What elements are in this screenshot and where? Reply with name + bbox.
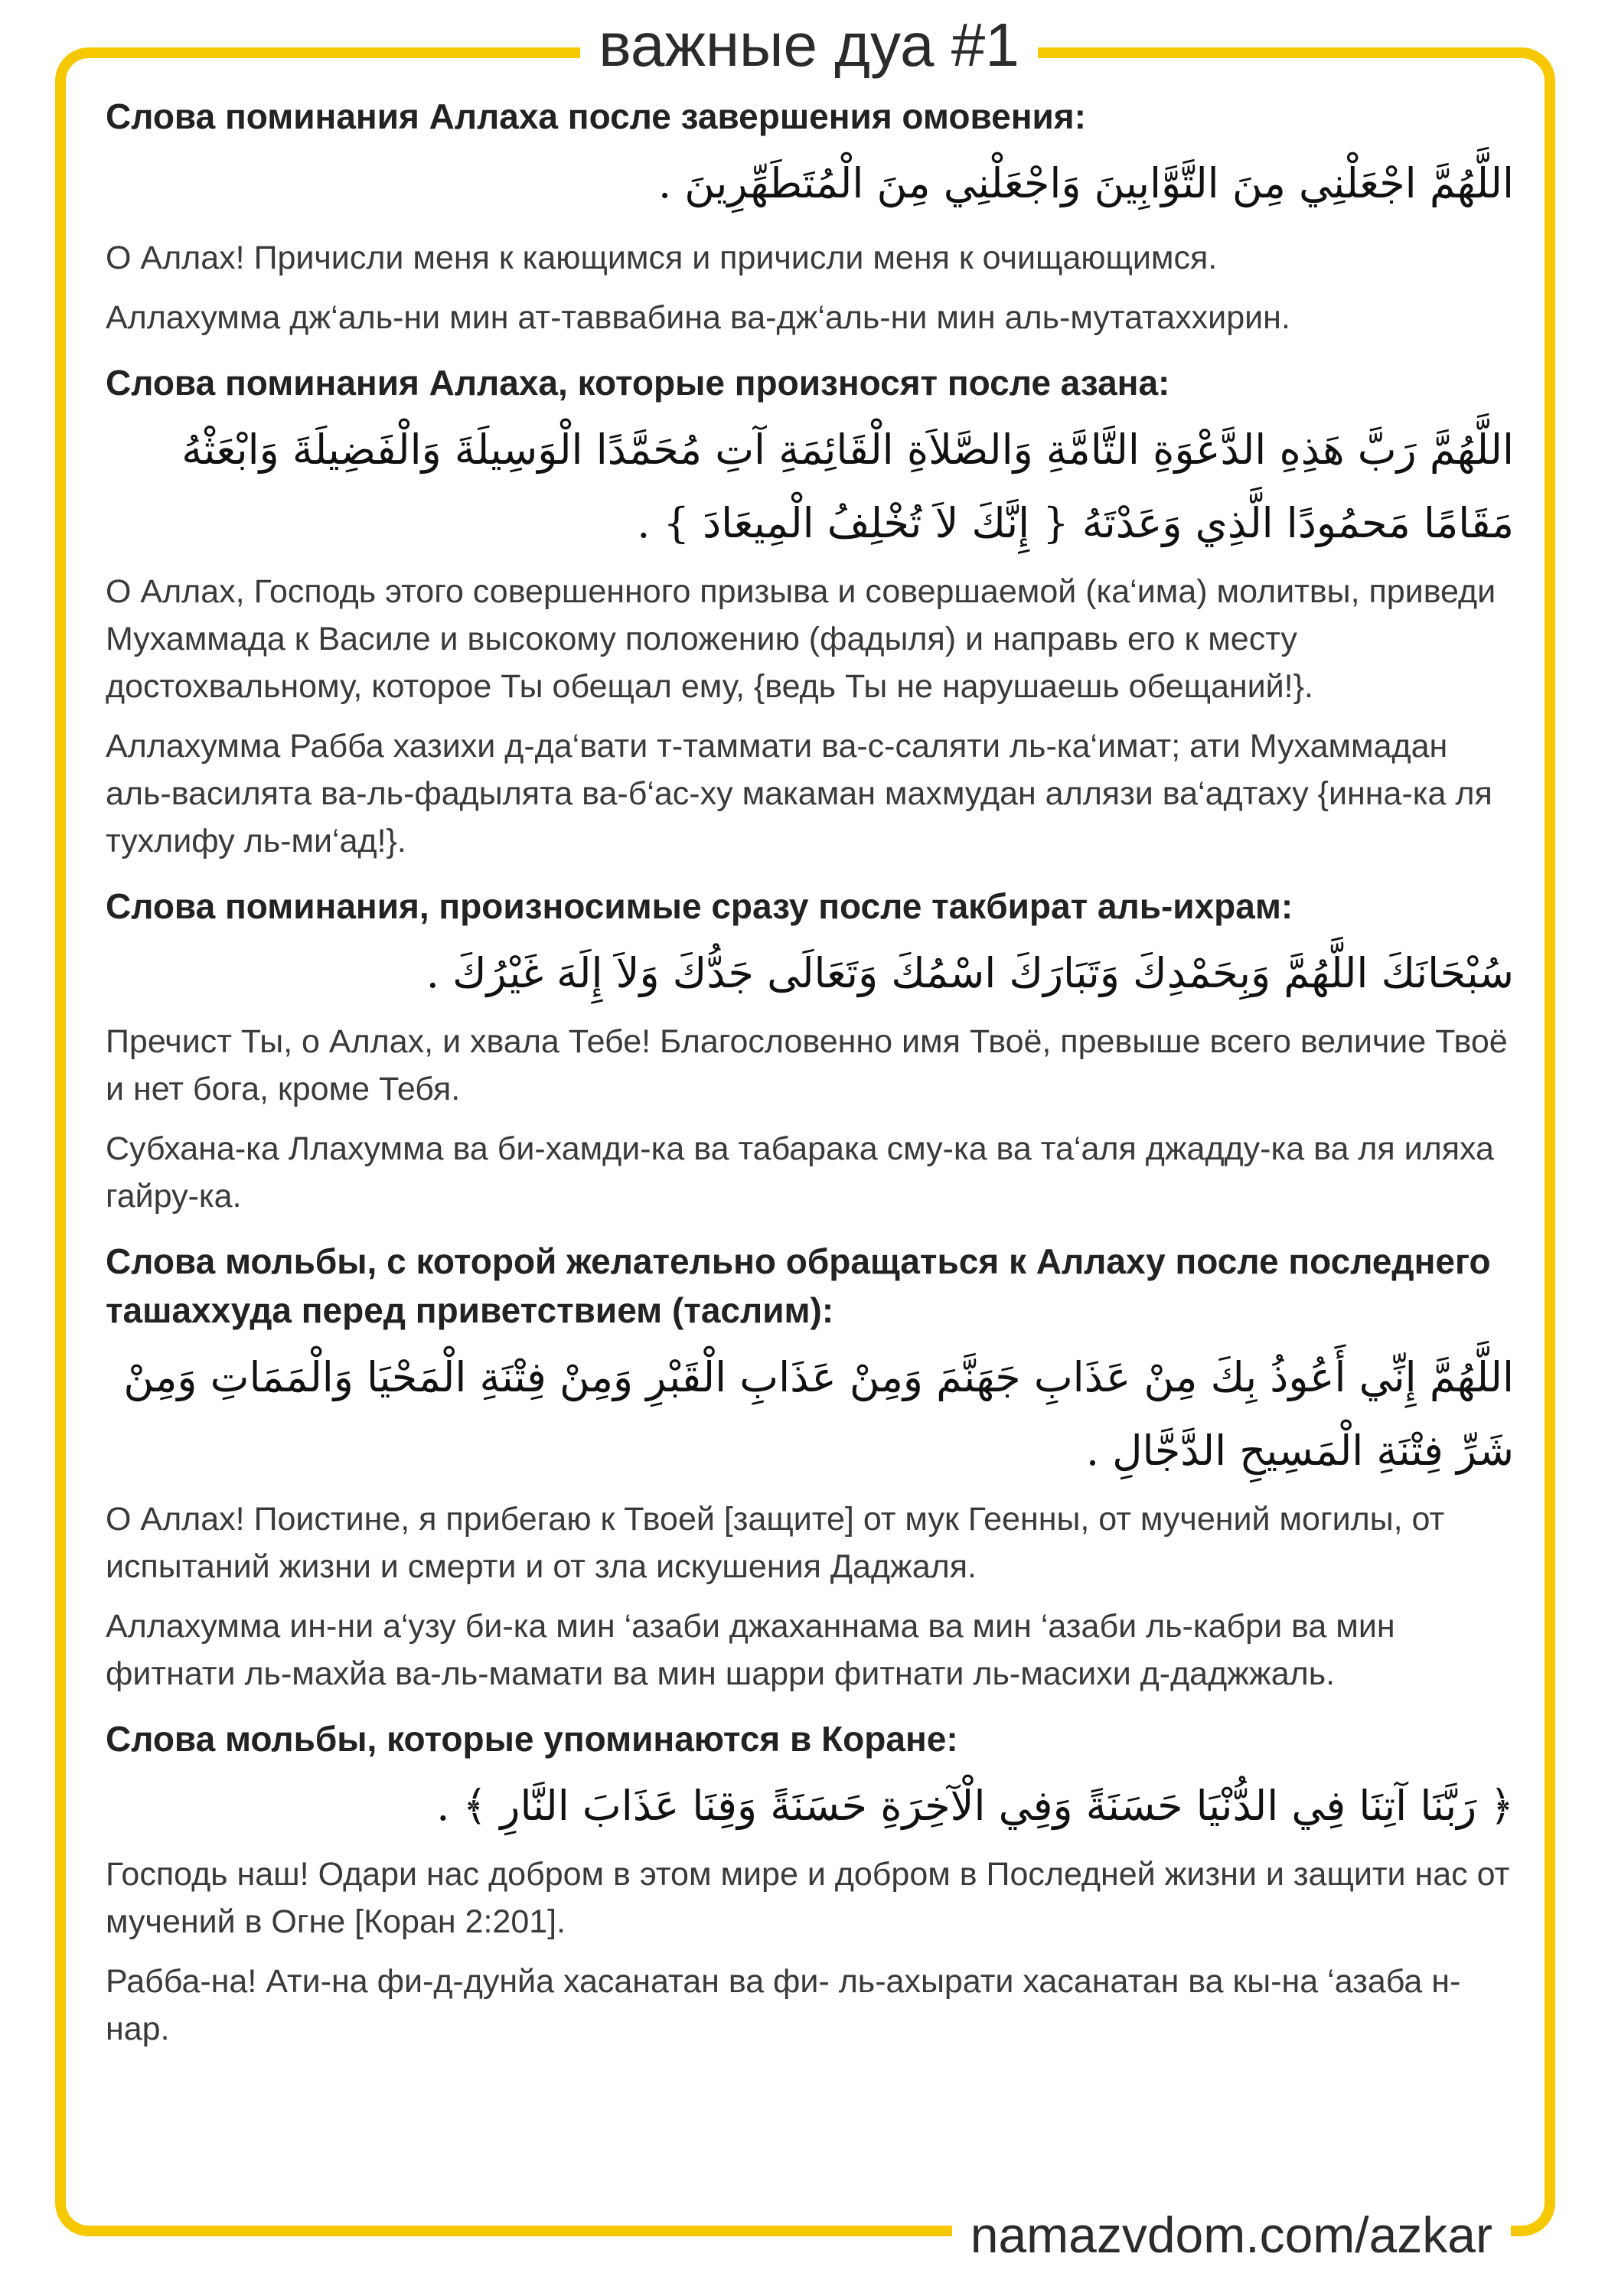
dua-transliteration: Аллахумма ин-ни а‘узу би-ка мин ‘азаби джаханнама ва мин ‘азаби ль-кабри ва мин фитнати ль-махйа ва-ль-мамати ва мин шарри фитнати ль-масихи д-даджжаль. [106,1608,1395,1692]
dua-translation: Пречист Ты, о Аллах, и хвала Тебе! Благословенно имя Твоё, превыше всего величие Твоё и нет бога, кроме Тебя. [106,1023,1508,1107]
dua-arabic-text: اللَّهُمَّ اجْعَلْنِي مِنَ التَّوَّابِينَ وَاجْعَلْنِي مِنَ الْمُتَطَهِّرِينَ . [657,159,1514,207]
dua-transliteration: Аллахумма дж‘аль-ни мин ат-таввабина ва-дж‘аль-ни мин аль-мутатаххирин. [106,299,1290,336]
dua-list [106,92,1514,2069]
dua-arabic-text: ﴿ رَبَّنَا آتِنَا فِي الدُّنْيَا حَسَنَةً وَفِي الْآخِرَةِ حَسَنَةً وَقِنَا عَذَابَ النَّارِ ﴾ . [436,1782,1514,1830]
dua-translation: О Аллах, Господь этого совершенного призыва и совершаемой (ка‘има) молитвы, приведи Мухаммада к Василе и высокому положению (фадыля) и направь его к месту достохвальному, которое Ты обещал ему, {ведь Ты не нарушаешь обещаний!}. [106,573,1496,705]
dua-section-wudu [106,92,1514,341]
dua-section-quran [106,1714,1514,2053]
dua-heading: Слова мольбы, с которой желательно обращаться к Аллаху после последнего ташаххуда перед приветствием (таслим): [106,1241,1491,1330]
dua-heading: Слова поминания Аллаха, которые произносят после азана: [106,363,1170,403]
dua-heading: Слова поминания, произносимые сразу после такбират аль-ихрам: [106,886,1293,926]
dua-section-tashahhud [106,1237,1514,1698]
dua-heading: Слова мольбы, которые упоминаются в Коране: [106,1719,958,1759]
dua-arabic-text: اللَّهُمَّ إِنِّي أَعُوذُ بِكَ مِنْ عَذَابِ جَهَنَّمَ وَمِنْ عَذَابِ الْقَبْرِ وَمِنْ فِتْنَةِ الْمَحْيَا وَالْمَمَاتِ وَمِنْ شَرِّ فِتْنَةِ الْمَسِيحِ الدَّجَّالِ . [123,1353,1514,1475]
footer-url: namazvdom.com/azkar [952,2195,1511,2275]
dua-arabic-text: اللَّهُمَّ رَبَّ هَذِهِ الدَّعْوَةِ التَّامَّةِ وَالصَّلاَةِ الْقَائِمَةِ آتِ مُحَمَّدًا الْوَسِيلَةَ وَالْفَضِيلَةَ وَابْعَثْهُ مَقَامًا مَحمُودًا الَّذِي وَعَدْتَهُ { إِنَّكَ لاَ تُخْلِفُ الْمِيعَادَ } . [181,426,1514,547]
dua-transliteration: Субхана-ка Ллахумма ва би-хамди-ка ва табарака сму-ка ва та‘аля джадду-ка ва ля иляха гайру-ка. [106,1130,1494,1215]
dua-translation: Господь наш! Одари нас добром в этом мире и добром в Последней жизни и защити нас от мучений в Огне [Коран 2:201]. [106,1856,1510,1940]
dua-transliteration: Рабба-на! Ати-на фи-д-дунйа хасанатан ва фи- ль-ахырати хасанатан ва кы-на ‘азаба н-нар. [106,1963,1461,2047]
dua-section-azan [106,358,1514,865]
dua-translation: О Аллах! Поистине, я прибегаю к Твоей [защите] от мук Геенны, от мучений могилы, от испытаний жизни и смерти и от зла искушения Даджаля. [106,1501,1445,1585]
dua-translation: О Аллах! Причисли меня к кающимся и причисли меня к очищающимся. [106,240,1218,276]
dua-section-takbir [106,882,1514,1220]
dua-arabic-text: سُبْحَانَكَ اللَّهُمَّ وَبِحَمْدِكَ وَتَبَارَكَ اسْمُكَ وَتَعَالَى جَدُّكَ وَلاَ إِلَهَ غَيْرُكَ . [426,949,1514,997]
page-title: важные дуа #1 [580,3,1038,87]
dua-heading: Слова поминания Аллаха после завершения омовения: [106,96,1086,136]
dua-transliteration: Аллахумма Рабба хазихи д-да‘вати т-таммати ва-с-саляти ль-ка‘имат; ати Мухаммадан аль-василята ва-ль-фадылята ва-б‘ас-ху макаман махмудан аллязи ва‘адтаху {инна-ка ля тухлифу ль-ми‘ад!}. [106,728,1492,859]
